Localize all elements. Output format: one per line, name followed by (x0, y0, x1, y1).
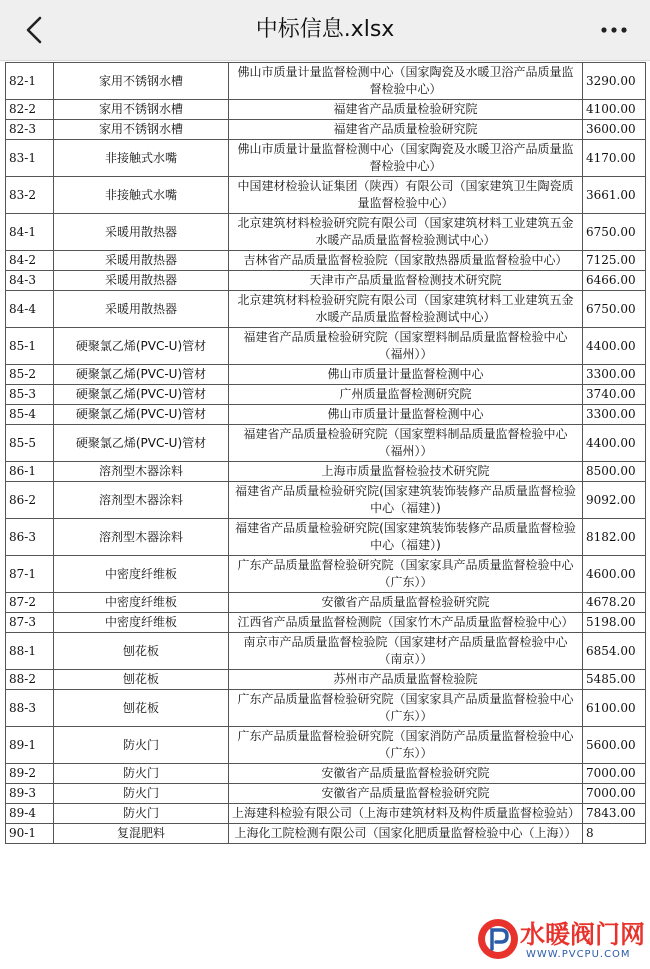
cell-price[interactable]: 6100.00 (583, 690, 646, 727)
cell-price[interactable]: 5485.00 (583, 670, 646, 690)
cell-organization[interactable]: 福建省产品质量检验研究院（国家塑料制品质量监督检验中心（福州）） (229, 425, 583, 462)
cell-product[interactable]: 非接触式水嘴 (54, 140, 229, 177)
cell-price[interactable]: 4678.20 (583, 593, 646, 613)
cell-price[interactable]: 9092.00 (583, 482, 646, 519)
cell-id[interactable]: 84-3 (6, 271, 54, 291)
cell-id[interactable]: 85-1 (6, 328, 54, 365)
cell-product[interactable]: 硬聚氯乙烯(PVC-U)管材 (54, 365, 229, 385)
table-row (6, 328, 646, 365)
cell-organization[interactable]: 上海建科检验有限公司（上海市建筑材料及构件质量监督检验站） (229, 804, 583, 824)
cell-id[interactable]: 82-1 (6, 63, 54, 100)
cell-price[interactable]: 3300.00 (583, 365, 646, 385)
cell-price[interactable]: 5600.00 (583, 727, 646, 764)
table-row (6, 100, 646, 120)
cell-id[interactable]: 89-4 (6, 804, 54, 824)
more-dots-icon (596, 14, 632, 46)
watermark-logo-icon (476, 917, 520, 961)
cell-product[interactable]: 家用不锈钢水槽 (54, 63, 229, 100)
table-row (6, 140, 646, 177)
cell-product[interactable]: 复混肥料 (54, 824, 229, 844)
cell-id[interactable]: 85-2 (6, 365, 54, 385)
cell-organization[interactable]: 广东产品质量监督检验研究院（国家家具产品质量监督检验中心（广东）） (229, 690, 583, 727)
cell-organization[interactable]: 广州质量监督检测研究院 (229, 385, 583, 405)
cell-id[interactable]: 88-3 (6, 690, 54, 727)
cell-product[interactable]: 硬聚氯乙烯(PVC-U)管材 (54, 328, 229, 365)
table-row (6, 482, 646, 519)
cell-organization[interactable]: 安徽省产品质量监督检验研究院 (229, 593, 583, 613)
cell-product[interactable]: 溶剂型木器涂料 (54, 519, 229, 556)
table-row (6, 804, 646, 824)
table-row (6, 824, 646, 844)
cell-organization[interactable]: 安徽省产品质量监督检验研究院 (229, 784, 583, 804)
cell-product[interactable]: 采暖用散热器 (54, 271, 229, 291)
cell-organization[interactable]: 北京建筑材料检验研究院有限公司（国家建筑材料工业建筑五金水暖产品质量监督检验测试中心） (229, 291, 583, 328)
cell-organization[interactable]: 中国建材检验认证集团（陕西）有限公司（国家建筑卫生陶瓷质量监督检验中心） (229, 177, 583, 214)
cell-organization[interactable]: 福建省产品质量检验研究院（国家塑料制品质量监督检验中心（福州）） (229, 328, 583, 365)
cell-price[interactable]: 3740.00 (583, 385, 646, 405)
cell-product[interactable]: 刨花板 (54, 670, 229, 690)
cell-organization[interactable]: 南京市产品质量监督检验院（国家建材产品质量监督检验中心（南京）） (229, 633, 583, 670)
cell-id[interactable]: 87-3 (6, 613, 54, 633)
cell-id[interactable]: 87-1 (6, 556, 54, 593)
cell-product[interactable]: 采暖用散热器 (54, 214, 229, 251)
table-row (6, 291, 646, 328)
cell-product[interactable]: 中密度纤维板 (54, 593, 229, 613)
cell-id[interactable]: 82-2 (6, 100, 54, 120)
cell-id[interactable]: 88-2 (6, 670, 54, 690)
table-row (6, 251, 646, 271)
table-row (6, 764, 646, 784)
cell-id[interactable]: 85-4 (6, 405, 54, 425)
cell-organization[interactable]: 上海市质量监督检验技术研究院 (229, 462, 583, 482)
cell-price[interactable]: 8182.00 (583, 519, 646, 556)
cell-product[interactable]: 采暖用散热器 (54, 251, 229, 271)
table-row (6, 63, 646, 100)
file-title: 中标信息.xlsx (255, 17, 395, 42)
cell-organization[interactable]: 苏州市产品质量监督检验院 (229, 670, 583, 690)
table-row (6, 177, 646, 214)
cell-price[interactable]: 7000.00 (583, 784, 646, 804)
cell-id[interactable]: 89-2 (6, 764, 54, 784)
watermark-url: WWW.PVCPU.COM (526, 949, 631, 960)
cell-price[interactable]: 6854.00 (583, 633, 646, 670)
cell-organization[interactable]: 江西省产品质量监督检测院（国家竹木产品质量监督检验中心） (229, 613, 583, 633)
table-row (6, 405, 646, 425)
spreadsheet-view[interactable] (0, 61, 650, 969)
cell-organization[interactable]: 上海化工院检测有限公司（国家化肥质量监督检验中心（上海）） (229, 824, 583, 844)
cell-product[interactable]: 家用不锈钢水槽 (54, 100, 229, 120)
cell-organization[interactable]: 福建省产品质量检验研究院(国家建筑装饰装修产品质量监督检验中心（福建）) (229, 519, 583, 556)
cell-organization[interactable]: 广东产品质量监督检验研究院（国家消防产品质量监督检验中心（广东）） (229, 727, 583, 764)
cell-product[interactable]: 溶剂型木器涂料 (54, 462, 229, 482)
cell-price[interactable]: 7000.00 (583, 764, 646, 784)
cell-organization[interactable]: 佛山市质量计量监督检测中心 (229, 405, 583, 425)
cell-id[interactable]: 86-3 (6, 519, 54, 556)
cell-id[interactable]: 87-2 (6, 593, 54, 613)
cell-price[interactable]: 8 (583, 824, 646, 844)
cell-organization[interactable]: 广东产品质量监督检验研究院（国家家具产品质量监督检验中心（广东）） (229, 556, 583, 593)
cell-price[interactable]: 4400.00 (583, 425, 646, 462)
cell-product[interactable]: 非接触式水嘴 (54, 177, 229, 214)
cell-product[interactable]: 采暖用散热器 (54, 291, 229, 328)
table-row (6, 727, 646, 764)
cell-product[interactable]: 溶剂型木器涂料 (54, 482, 229, 519)
cell-price[interactable]: 8500.00 (583, 462, 646, 482)
cell-product[interactable]: 硬聚氯乙烯(PVC-U)管材 (54, 405, 229, 425)
cell-product[interactable]: 防火门 (54, 804, 229, 824)
bid-table (5, 62, 646, 844)
cell-price[interactable]: 4170.00 (583, 140, 646, 177)
table-row (6, 784, 646, 804)
cell-organization[interactable]: 佛山市质量计量监督检测中心 (229, 365, 583, 385)
cell-price[interactable]: 6750.00 (583, 291, 646, 328)
cell-price[interactable]: 7843.00 (583, 804, 646, 824)
cell-id[interactable]: 82-3 (6, 120, 54, 140)
cell-price[interactable]: 6750.00 (583, 214, 646, 251)
cell-id[interactable]: 90-1 (6, 824, 54, 844)
table-row (6, 425, 646, 462)
cell-id[interactable]: 88-1 (6, 633, 54, 670)
cell-id[interactable]: 84-1 (6, 214, 54, 251)
cell-organization[interactable]: 福建省产品质量检验研究院 (229, 120, 583, 140)
cell-price[interactable]: 4100.00 (583, 100, 646, 120)
cell-product[interactable]: 刨花板 (54, 633, 229, 670)
cell-product[interactable]: 硬聚氯乙烯(PVC-U)管材 (54, 425, 229, 462)
table-row (6, 365, 646, 385)
watermark-name: 水暖阀门网 (520, 920, 646, 949)
cell-organization[interactable]: 佛山市质量计量监督检测中心（国家陶瓷及水暖卫浴产品质量监督检验中心） (229, 63, 583, 100)
cell-price[interactable]: 3661.00 (583, 177, 646, 214)
cell-price[interactable]: 7125.00 (583, 251, 646, 271)
table-row (6, 519, 646, 556)
table-row (6, 633, 646, 670)
cell-organization[interactable]: 北京建筑材料检验研究院有限公司（国家建筑材料工业建筑五金水暖产品质量监督检验测试中心） (229, 214, 583, 251)
table-row (6, 670, 646, 690)
cell-organization[interactable]: 吉林省产品质量监督检验院（国家散热器质量监督检验中心） (229, 251, 583, 271)
cell-product[interactable]: 硬聚氯乙烯(PVC-U)管材 (54, 385, 229, 405)
cell-id[interactable]: 85-3 (6, 385, 54, 405)
cell-price[interactable]: 4600.00 (583, 556, 646, 593)
more-button[interactable] (596, 14, 632, 46)
cell-organization[interactable]: 天津市产品质量监督检测技术研究院 (229, 271, 583, 291)
cell-product[interactable]: 中密度纤维板 (54, 556, 229, 593)
cell-id[interactable]: 89-3 (6, 784, 54, 804)
cell-price[interactable]: 3600.00 (583, 120, 646, 140)
table-row (6, 462, 646, 482)
cell-organization[interactable]: 福建省产品质量检验研究院 (229, 100, 583, 120)
table-row (6, 690, 646, 727)
table-row (6, 593, 646, 613)
cell-product[interactable]: 刨花板 (54, 690, 229, 727)
cell-price[interactable]: 3300.00 (583, 405, 646, 425)
table-row (6, 613, 646, 633)
cell-id[interactable]: 83-2 (6, 177, 54, 214)
cell-product[interactable]: 防火门 (54, 727, 229, 764)
cell-id[interactable]: 86-2 (6, 482, 54, 519)
cell-id[interactable]: 89-1 (6, 727, 54, 764)
cell-price[interactable]: 5198.00 (583, 613, 646, 633)
cell-product[interactable]: 家用不锈钢水槽 (54, 120, 229, 140)
cell-organization[interactable]: 佛山市质量计量监督检测中心（国家陶瓷及水暖卫浴产品质量监督检验中心） (229, 140, 583, 177)
cell-price[interactable]: 4400.00 (583, 328, 646, 365)
cell-product[interactable]: 中密度纤维板 (54, 613, 229, 633)
cell-id[interactable]: 84-4 (6, 291, 54, 328)
cell-organization[interactable]: 福建省产品质量检验研究院(国家建筑装饰装修产品质量监督检验中心（福建）) (229, 482, 583, 519)
table-row (6, 120, 646, 140)
watermark (476, 915, 646, 967)
cell-price[interactable]: 6466.00 (583, 271, 646, 291)
table-row (6, 556, 646, 593)
cell-product[interactable]: 防火门 (54, 784, 229, 804)
cell-organization[interactable]: 安徽省产品质量监督检验研究院 (229, 764, 583, 784)
table-row (6, 385, 646, 405)
cell-product[interactable]: 防火门 (54, 764, 229, 784)
cell-id[interactable]: 85-5 (6, 425, 54, 462)
cell-id[interactable]: 83-1 (6, 140, 54, 177)
cell-id[interactable]: 84-2 (6, 251, 54, 271)
table-row (6, 271, 646, 291)
cell-price[interactable]: 3290.00 (583, 63, 646, 100)
table-row (6, 214, 646, 251)
cell-id[interactable]: 86-1 (6, 462, 54, 482)
top-bar (0, 0, 650, 61)
